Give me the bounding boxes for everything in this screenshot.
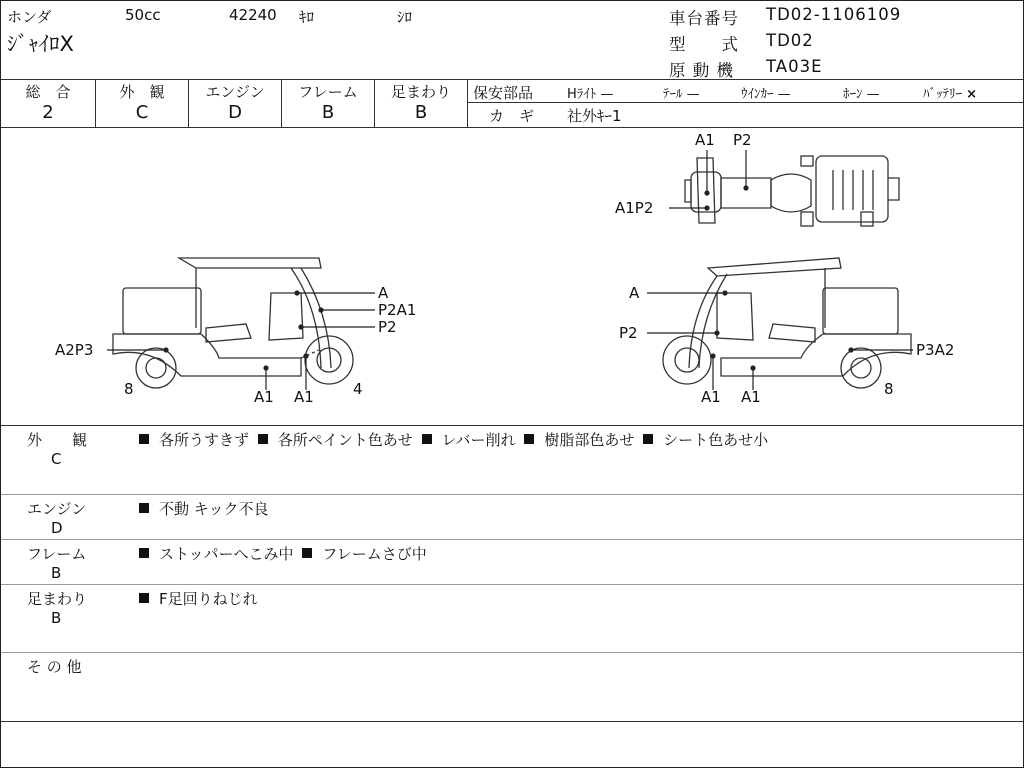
safety-headlight: Hﾗｲﾄ — — [567, 87, 614, 102]
safety-battery: ﾊﾞｯﾃﾘｰ × — [923, 87, 978, 102]
top-view-scooter — [685, 156, 899, 226]
grade-overall-value: 2 — [42, 102, 54, 123]
right-mark-p2: P2 — [619, 324, 638, 342]
left-mark-a1-a: A1 — [254, 388, 274, 406]
engine-value: TA03E — [766, 57, 823, 76]
mileage-unit: ｷﾛ — [299, 8, 315, 26]
color: ｼﾛ — [397, 8, 413, 26]
divider — [1, 79, 1023, 80]
type-label: 型 式 — [669, 35, 739, 54]
right-mark-a1-b: A1 — [741, 388, 761, 406]
left-mark-a: A — [378, 284, 389, 302]
left-mark-a2p3: A2P3 — [55, 341, 94, 359]
note-exterior-grade: C — [51, 450, 62, 468]
key-value: 社外ｷｰ1 — [567, 107, 622, 125]
note-suspension-label: 足まわり — [27, 590, 88, 608]
grade-exterior-label: 外 観 — [119, 83, 165, 101]
top-mark-a1p2: A1P2 — [615, 199, 654, 217]
note-other-label: そ の 他 — [27, 658, 82, 676]
grade-suspension-value: B — [414, 102, 428, 123]
note-frame-items: ストッパーへこみ中 フレームさび中 — [135, 543, 427, 564]
displacement: 50cc — [125, 6, 161, 24]
note-suspension-grade: B — [51, 609, 62, 627]
grade-engine-value: D — [228, 102, 242, 123]
left-mark-p2a1: P2A1 — [378, 301, 417, 319]
safety-winker: ｳｲﾝｶｰ — — [741, 87, 791, 102]
note-exterior-items: 各所うすきず 各所ペイント色あせ レバー削れ 樹脂部色あせ シート色あせ小 — [135, 429, 768, 450]
note-suspension-items: F足回りねじれ — [135, 588, 258, 609]
left-side-view-scooter — [113, 258, 353, 388]
right-side-view-scooter — [663, 258, 911, 388]
grade-suspension-label: 足まわり — [390, 83, 451, 101]
top-mark-p2: P2 — [733, 131, 752, 149]
damage-diagram — [1, 128, 1023, 425]
note-engine-label: エンジン — [27, 500, 87, 518]
engine-label: 原 動 機 — [669, 61, 734, 80]
grade-frame-label: フレーム — [298, 83, 358, 101]
top-mark-a1: A1 — [695, 131, 715, 149]
mileage: 42240 — [229, 6, 277, 24]
note-frame-grade: B — [51, 564, 62, 582]
maker: ホンダ — [7, 8, 52, 26]
frame-no: TD02-1106109 — [766, 5, 902, 24]
right-mark-a: A — [629, 284, 640, 302]
note-frame-label: フレーム — [27, 545, 87, 563]
left-mark-4: 4 — [353, 380, 363, 398]
safety-title: 保安部品 — [473, 84, 534, 102]
type-value: TD02 — [766, 31, 814, 50]
grade-engine-label: エンジン — [205, 83, 265, 101]
left-mark-8: 8 — [124, 380, 134, 398]
frame-no-label: 車台番号 — [669, 9, 739, 28]
right-mark-a1-a: A1 — [701, 388, 721, 406]
left-mark-a1-b: A1 — [294, 388, 314, 406]
grade-exterior-value: C — [135, 102, 149, 123]
left-mark-p2: P2 — [378, 318, 397, 336]
safety-horn: ﾎｰﾝ — — [843, 87, 880, 102]
grade-frame-value: B — [321, 102, 335, 123]
safety-tail: ﾃｰﾙ — — [663, 87, 700, 102]
key-label: カ ギ — [489, 107, 535, 125]
note-exterior-label: 外 観 — [27, 431, 88, 449]
note-engine-items: 不動 キック不良 — [135, 498, 268, 519]
note-engine-grade: D — [51, 519, 63, 537]
grade-overall-label: 総 合 — [25, 83, 71, 101]
right-mark-8: 8 — [884, 380, 894, 398]
right-mark-p3a2: P3A2 — [916, 341, 955, 359]
model-name: ｼﾞｬｲﾛX — [7, 32, 74, 56]
